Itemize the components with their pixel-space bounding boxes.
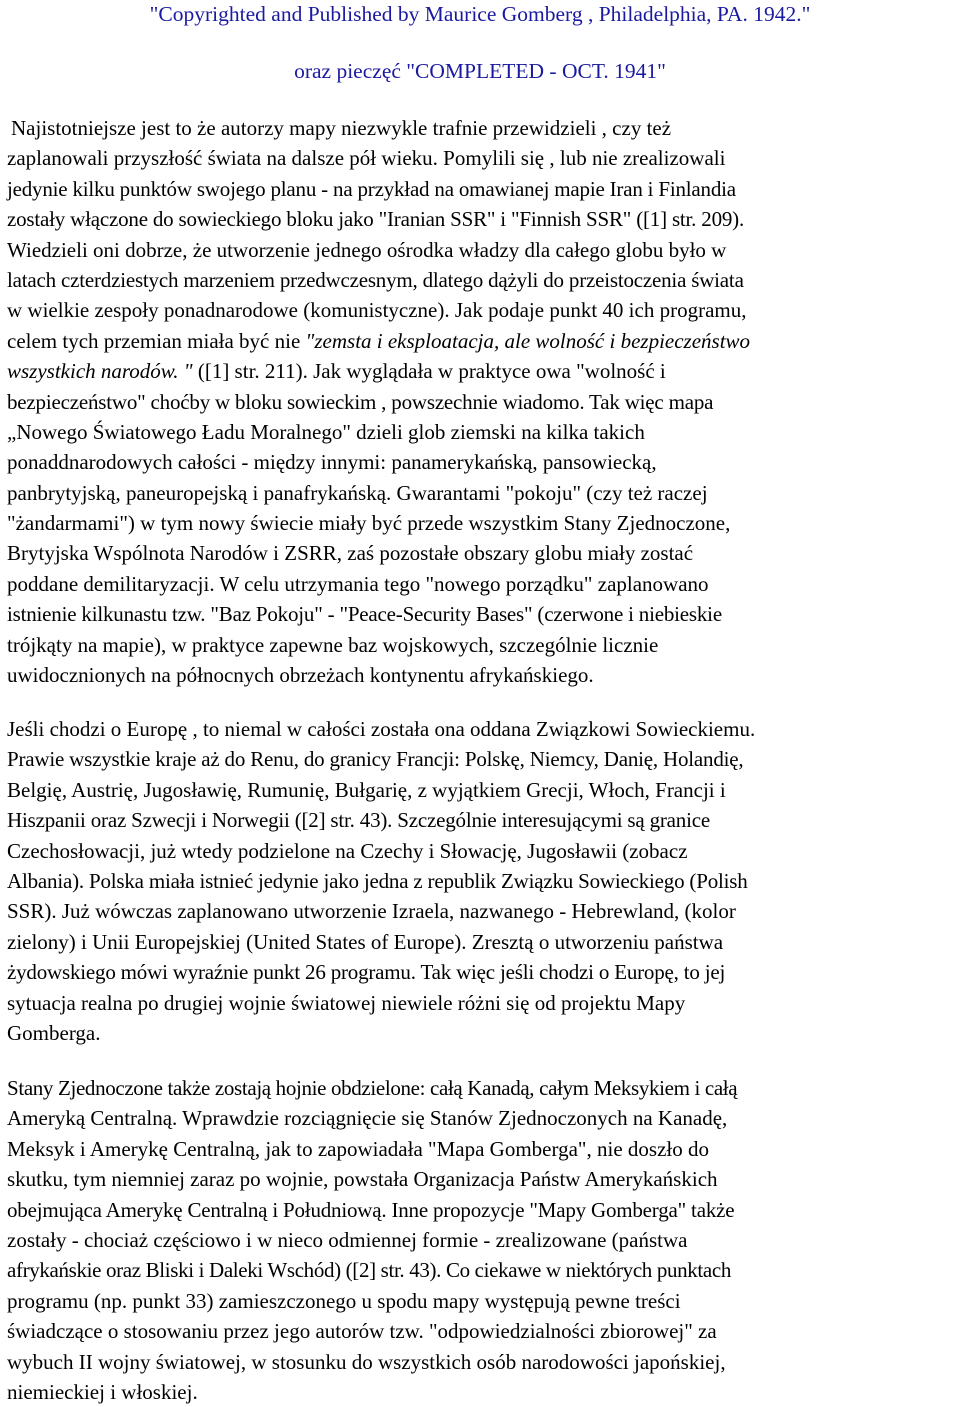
text-line: Stany Zjednoczone także zostają hojnie obdzielone: całą Kanadą, całym Meksykiem i całą <box>7 1076 738 1100</box>
text-line: istnienie kilkunastu tzw. "Baz Pokoju" - "Peace-Security Bases" (czerwone i niebieskie <box>7 602 722 627</box>
text-line: afrykańskie oraz Bliski i Daleki Wschód) ([2] str. 43). Co ciekawe w niektórych punktach <box>7 1258 732 1283</box>
text-line: Czechosłowacji, już wtedy podzielone na Czechy i Słowację, Jugosławii (zobacz <box>7 838 688 863</box>
text-line: Jeśli chodzi o Europę , to niemal w całości została ona oddana Związkowi Sowieckiemu. <box>7 717 756 741</box>
text-line-mixed <box>7 356 957 386</box>
text-line: latach czterdziestych marzeniem przedwczesnym, dlatego dążyli do przeistoczenia świata <box>7 267 744 292</box>
text-line: ponaddnarodowych całości - między innymi: panamerykańską, pansowiecką, <box>7 450 657 475</box>
text-line: Brytyjska Wspólnota Narodów i ZSRR, zaś pozostałe obszary globu miały zostać <box>7 541 694 566</box>
text-line: Albania). Polska miała istnieć jedynie jako jedna z republik Związku Sowieckiego (Polish <box>7 868 748 893</box>
text-line: świadczące o stosowaniu przez jego autorów tzw. "odpowiedzialności zbiorowej" za <box>7 1319 717 1344</box>
quoted-program-text-end: . " <box>173 359 193 384</box>
header-copyright-line: "Copyrighted and Published by Maurice Gomberg , Philadelphia, PA. 1942." <box>149 2 811 26</box>
text-line: wybuch II wojny światowej, w stosunku do wszystkich osób narodowości japońskiej, <box>7 1349 726 1374</box>
text-line: zaplanowali przyszłość świata na dalsze pół wieku. Pomylili się , lub nie zrealizowali <box>7 146 726 171</box>
text-line: w wielkie zespoły ponadnarodowe (komunistyczne). Jak podaje punkt 40 ich programu, <box>7 298 747 323</box>
header-stamp-line: oraz pieczęć "COMPLETED - OCT. 1941" <box>294 59 666 83</box>
text-line: Meksyk i Amerykę Centralną, jak to zapowiadała "Mapa Gomberga", nie doszło do <box>7 1136 709 1161</box>
text-line-mixed <box>7 326 957 356</box>
text-line: Belgię, Austrię, Jugosławię, Rumunię, Bułgarię, z wyjątkiem Grecji, Włoch, Francji i <box>7 777 726 802</box>
paragraph-1 <box>7 113 957 690</box>
text-line: bezpieczeństwo" choćby w bloku sowieckim , powszechnie wiadomo. Tak więc mapa <box>7 389 714 414</box>
text-line: obejmująca Amerykę Centralną i Południową. Inne propozycje "Mapy Gomberga" także <box>7 1197 735 1222</box>
text-line: panbrytyjską, paneuropejską i panafrykańską. Gwarantami "pokoju" (czy też raczej <box>7 480 708 505</box>
text-line: „Nowego Światowego Ładu Moralnego" dzieli glob ziemski na kilka takich <box>7 419 645 444</box>
text-line: trójkąty na mapie), w praktyce zapewne baz wojskowych, szczególnie licznie <box>7 632 659 657</box>
text-line: Hiszpanii oraz Szwecji i Norwegii ([2] str. 43). Szczególnie interesującymi są granice <box>7 808 710 833</box>
paragraph-2 <box>7 714 957 1048</box>
text-line: Wiedzieli oni dobrze, że utworzenie jednego ośrodka władzy dla całego globu było w <box>7 237 727 262</box>
paragraph-3 <box>7 1073 957 1407</box>
text-line: zostały - chociaż częściowo i w nieco odmiennej formie - zrealizowane (państwa <box>7 1227 688 1252</box>
text-segment: ([1] str. 211). Jak wyglądała w praktyce owa "wolność i <box>192 359 666 384</box>
text-line: poddane demilitaryzacji. W celu utrzymania tego "nowego porządku" zaplanowano <box>7 571 709 596</box>
text-line: skutku, tym niemniej zaraz po wojnie, powstała Organizacja Państw Amerykańskich <box>7 1167 718 1192</box>
text-line: zostały włączone do sowieckiego bloku jako "Iranian SSR" i "Finnish SSR" ([1] str. 209). <box>7 207 745 232</box>
quoted-program-text: "zemsta i eksploatacja, ale wolność i bezpieczeństwo <box>305 328 751 353</box>
quoted-program-text: wszystkich narodów <box>7 359 174 384</box>
text-line: jedynie kilku punktów swojego planu - na przykład na omawianej mapie Iran i Finlandia <box>7 176 736 201</box>
text-segment: celem tych przemian miała być nie <box>7 328 306 353</box>
text-line: zielony) i Unii Europejskiej (United States of Europe). Zresztą o utworzeniu państwa <box>7 929 724 954</box>
text-line: niemieckiej i włoskiej. <box>7 1379 198 1404</box>
text-line: Najistotniejsze jest to że autorzy mapy niezwykle trafnie przewidzieli , czy też <box>11 116 672 140</box>
text-line: żydowskiego mówi wyraźnie punkt 26 programu. Tak więc jeśli chodzi o Europę, to jej <box>7 960 726 985</box>
text-line: programu (np. punkt 33) zamieszczonego u spodu mapy występują pewne treści <box>7 1288 681 1313</box>
text-line: sytuacja realna po drugiej wojnie światowej niewiele różni się od projektu Mapy <box>7 990 686 1015</box>
text-line: Prawie wszystkie kraje aż do Renu, do granicy Francji: Polskę, Niemcy, Danię, Holandię, <box>7 747 744 772</box>
text-line: uwidocznionych na północnych obrzeżach kontynentu afrykańskiego. <box>7 663 594 688</box>
text-line: "żandarmami") w tym nowy świecie miały być przede wszystkim Stany Zjednoczone, <box>7 511 731 536</box>
text-line: Gomberga. <box>7 1020 101 1045</box>
text-line: Ameryką Centralną. Wprawdzie rozciągnięcie się Stanów Zjednoczonych na Kanadę, <box>7 1106 728 1131</box>
text-line: SSR). Już wówczas zaplanowano utworzenie Izraela, nazwanego - Hebrewland, (kolor <box>7 899 736 924</box>
